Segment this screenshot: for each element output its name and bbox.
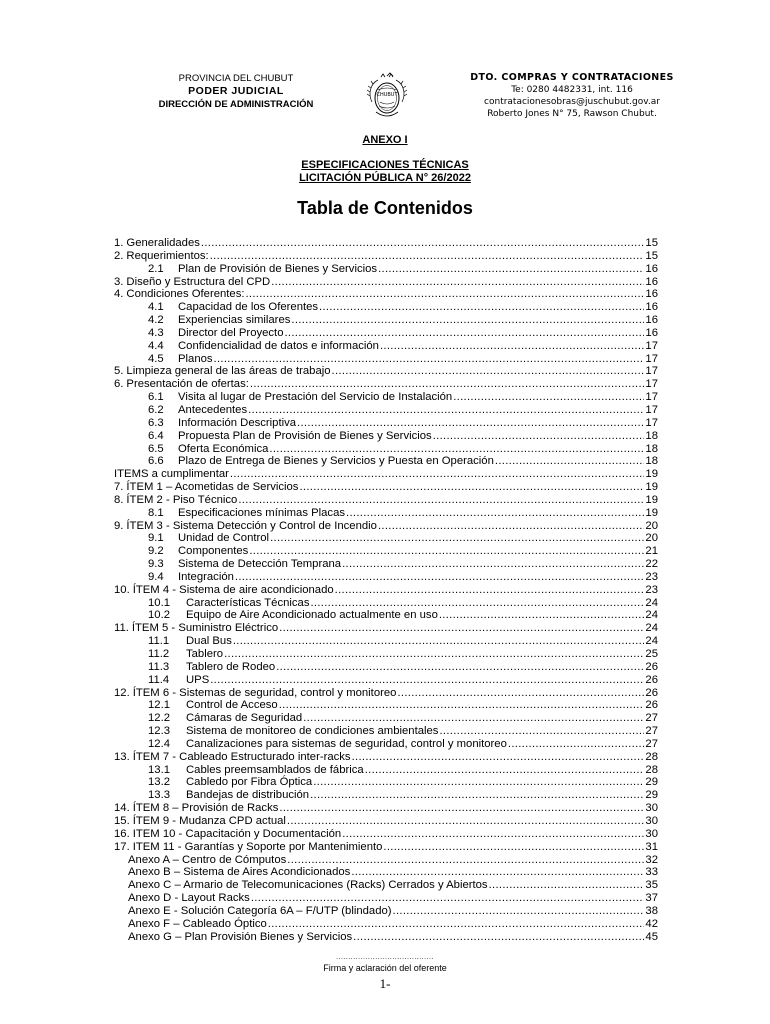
toc-entry-number: 2.1	[148, 262, 164, 275]
svg-text:CHUBUT: CHUBUT	[376, 92, 398, 98]
toc-entry-page: 45	[645, 930, 658, 943]
toc-entry-page: 37	[645, 892, 658, 905]
toc-entry-title: Información Descriptiva	[178, 416, 297, 429]
toc-entry-page: 25	[645, 648, 658, 660]
toc-dot-leader	[378, 263, 644, 276]
toc-entry-number: 3.	[114, 275, 124, 288]
toc-entry-number: 13.	[114, 750, 130, 763]
toc-entry-title: ITEM 11 - Garantías y Soporte por Mantenimiento	[132, 840, 383, 853]
toc-entry-title: ÍTEM 4 - Sistema de aire acondicionado	[132, 583, 334, 596]
toc-dot-leader	[351, 866, 644, 879]
toc-entry-number: 13.2	[148, 776, 170, 789]
toc-entry-title: Sistema de monitoreo de condiciones ambientales	[186, 725, 439, 738]
toc-dot-leader	[284, 327, 644, 340]
toc-dot-leader	[453, 391, 644, 404]
toc-entry[interactable]	[114, 892, 658, 905]
toc-dot-leader	[380, 340, 644, 353]
toc-entry-page: 19	[645, 506, 658, 519]
toc-entry-title: ÍTEM 6 - Sistemas de seguridad, control y monitoreo	[132, 686, 397, 699]
toc-dot-leader	[245, 288, 644, 301]
toc-entry-page: 26	[645, 660, 658, 673]
toc-entry-number: 4.3	[148, 326, 164, 339]
toc-dot-leader	[235, 571, 645, 584]
toc-dot-leader	[291, 314, 644, 327]
toc-entry-title: Control de Acceso	[186, 699, 278, 712]
toc-dot-leader	[303, 712, 644, 725]
toc-dot-leader	[332, 365, 645, 378]
toc-entry-page: 27	[645, 725, 658, 738]
province-name: PROVINCIA DEL CHUBUT	[178, 73, 294, 84]
toc-entry[interactable]	[114, 494, 658, 507]
toc-entry-title: Integración	[178, 570, 234, 583]
toc-entry-title: Tablero	[186, 648, 224, 660]
toc-entry[interactable]	[114, 866, 658, 879]
toc-entry[interactable]	[114, 340, 658, 353]
toc-entry-page: 35	[645, 879, 658, 892]
toc-dot-leader	[249, 545, 644, 558]
judicial-branch: PODER JUDICIAL	[188, 85, 284, 97]
toc-entry-page: 42	[645, 917, 658, 930]
toc-entry[interactable]	[114, 841, 658, 854]
toc-entry[interactable]	[114, 327, 658, 340]
toc-dot-leader	[279, 622, 644, 635]
toc-entry-number: 6.5	[148, 442, 164, 455]
department-address: Roberto Jones N° 75, Rawson Chubut.	[487, 109, 657, 119]
toc-entry[interactable]	[114, 276, 658, 289]
toc-entry-page: 28	[645, 750, 658, 763]
toc-entry-title: Oferta Económica	[178, 442, 269, 455]
letterhead	[0, 72, 770, 122]
toc-entry[interactable]	[114, 378, 658, 391]
toc-entry[interactable]	[114, 802, 658, 815]
toc-entry-page: 24	[645, 622, 658, 635]
toc-entry-number: 6.1	[148, 391, 164, 404]
toc-entry-title: ÍTEM 9 - Mudanza CPD actual	[132, 814, 286, 827]
toc-entry-page: 15	[645, 237, 658, 249]
toc-entry-page: 38	[645, 904, 658, 917]
toc-entry[interactable]	[114, 443, 658, 456]
toc-entry-number: 6.6	[148, 455, 164, 468]
toc-entry-number: 9.	[114, 519, 124, 532]
toc-dot-leader	[287, 854, 644, 867]
toc-entry-number: 6.	[114, 378, 124, 391]
toc-entry[interactable]	[114, 301, 658, 314]
toc-dot-leader	[342, 828, 644, 841]
toc-entry-page: 28	[645, 763, 658, 776]
toc-dot-leader	[310, 789, 644, 802]
toc-dot-leader	[365, 764, 645, 777]
toc-entry[interactable]	[114, 404, 658, 417]
toc-entry-page: 26	[645, 673, 658, 686]
toc-dot-leader	[299, 481, 644, 494]
institution-block	[148, 72, 324, 111]
toc-entry[interactable]	[114, 635, 658, 648]
toc-dot-leader	[238, 494, 644, 507]
toc-entry-page: 17	[645, 365, 658, 378]
toc-entry[interactable]	[114, 905, 658, 918]
toc-dot-leader	[251, 892, 645, 905]
toc-entry-number: 11.3	[148, 660, 170, 673]
toc-entry-title: Plan de Provisión de Bienes y Servicios	[178, 262, 378, 275]
department-name: DTO. COMPRAS Y CONTRATACIONES	[470, 72, 674, 83]
toc-entry[interactable]	[114, 288, 658, 301]
toc-entry-title: ÍTEM 5 - Suministro Eléctrico	[131, 622, 279, 635]
toc-entry-page: 17	[645, 391, 658, 404]
toc-entry-number: 4.1	[148, 301, 164, 314]
toc-entry-number: 11.4	[148, 673, 170, 686]
toc-entry-number: 9.2	[148, 545, 164, 558]
toc-entry-title: Visita al lugar de Prestación del Servicio de Instalación	[178, 391, 453, 404]
toc-entry-title: Cables preemsamblados de fábrica	[186, 763, 364, 776]
toc-dot-leader	[201, 237, 645, 250]
toc-entry-title: Anexo G – Plan Provisión Bienes y Servicios	[128, 930, 353, 943]
annex-heading	[0, 134, 770, 185]
toc-entry-page: 16	[645, 262, 658, 275]
toc-dot-leader	[397, 687, 644, 700]
toc-entry-page: 23	[645, 583, 658, 596]
toc-entry[interactable]	[114, 879, 658, 892]
toc-entry[interactable]	[114, 250, 658, 263]
toc-dot-leader	[393, 905, 645, 918]
toc-dot-leader	[271, 276, 644, 289]
toc-entry[interactable]	[114, 571, 658, 584]
toc-entry-page: 17	[645, 339, 658, 352]
toc-entry-page: 17	[645, 403, 658, 416]
toc-entry-title: Planos	[178, 352, 213, 365]
toc-dot-leader	[210, 674, 644, 687]
toc-entry-page: 18	[645, 455, 658, 468]
toc-dot-leader	[352, 751, 645, 764]
toc-entry[interactable]	[114, 751, 658, 764]
toc-entry-number: 13.1	[148, 763, 170, 776]
toc-entry-title: Antecedentes	[178, 403, 248, 416]
toc-entry-number: 13.3	[148, 789, 170, 802]
toc-entry-page: 16	[645, 326, 658, 339]
toc-entry-title: Condiciones Oferentes:	[126, 288, 245, 301]
toc-entry[interactable]	[114, 597, 658, 610]
toc-entry-title: Canalizaciones para sistemas de seguridad, control y monitoreo	[186, 737, 507, 750]
annex-subtitle: ESPECIFICACIONES TÉCNICAS	[301, 159, 469, 171]
toc-entry-number: 8.	[114, 493, 124, 506]
toc-entry-title: Limpieza general de las áreas de trabajo	[126, 365, 331, 378]
toc-entry[interactable]	[114, 699, 658, 712]
toc-dot-leader	[214, 353, 645, 366]
toc-entry[interactable]	[114, 674, 658, 687]
toc-entry-page: 30	[645, 814, 658, 827]
toc-entry[interactable]	[114, 828, 658, 841]
toc-entry-number: 11.	[114, 622, 129, 635]
toc-entry-page: 29	[645, 776, 658, 789]
toc-entry[interactable]	[114, 712, 658, 725]
toc-dot-leader	[433, 430, 645, 443]
toc-entry[interactable]	[114, 931, 658, 944]
signature-line: ........................................	[336, 954, 434, 961]
toc-entry-page: 19	[645, 481, 658, 494]
toc-entry-page: 19	[645, 493, 658, 506]
toc-entry-page: 24	[645, 635, 658, 648]
provincial-seal-icon	[364, 72, 410, 122]
toc-title: Tabla de Contenidos	[297, 198, 473, 218]
toc-entry-page: 21	[645, 545, 658, 558]
toc-entry-number: 6.2	[148, 403, 164, 416]
toc-entry[interactable]	[114, 725, 658, 738]
toc-entry-page: 15	[645, 249, 658, 262]
toc-entry-number: 9.1	[148, 532, 164, 545]
toc-entry-number: 17.	[114, 840, 130, 853]
toc-entry-page: 27	[645, 737, 658, 750]
toc-dot-leader	[378, 520, 644, 533]
toc-entry-number: 6.4	[148, 429, 164, 442]
toc-dot-leader	[224, 648, 644, 661]
toc-entry[interactable]	[114, 545, 658, 558]
toc-dot-leader	[250, 378, 645, 391]
toc-dot-leader	[310, 597, 644, 610]
toc-entry[interactable]	[114, 738, 658, 751]
toc-dot-leader	[279, 699, 645, 712]
toc-dot-leader	[268, 918, 645, 931]
toc-entry-number: 4.	[114, 288, 124, 301]
toc-entry-page: 16	[645, 275, 658, 288]
toc-entry[interactable]	[114, 430, 658, 443]
toc-entry-page: 33	[645, 866, 658, 879]
toc-entry[interactable]	[114, 507, 658, 520]
toc-entry[interactable]	[114, 815, 658, 828]
toc-entry-page: 17	[645, 378, 658, 391]
toc-entry-page: 23	[645, 570, 658, 583]
toc-entry-title: UPS	[186, 673, 210, 686]
toc-entry[interactable]	[114, 789, 658, 802]
toc-entry-page: 17	[645, 352, 658, 365]
toc-entry-number: 5.	[114, 365, 124, 378]
toc-entry-page: 16	[645, 314, 658, 327]
toc-entry-number: 1.	[114, 237, 124, 249]
toc-dot-leader	[508, 738, 645, 751]
toc-entry-page: 18	[645, 442, 658, 455]
toc-dot-leader	[269, 443, 644, 456]
page-number: 1-	[379, 976, 391, 991]
toc-dot-leader	[210, 250, 645, 263]
toc-dot-leader	[276, 661, 644, 674]
toc-entry-title: Experiencias similares	[178, 314, 291, 327]
toc-entry-number: 12.2	[148, 712, 170, 725]
toc-entry-page: 24	[645, 609, 658, 622]
toc-dot-leader	[346, 507, 644, 520]
toc-entry[interactable]	[114, 776, 658, 789]
department-phone: Te: 0280 4482331, int. 116	[511, 85, 633, 95]
toc-entry-page: 26	[645, 686, 658, 699]
toc-entry[interactable]	[114, 661, 658, 674]
toc-entry-title: Unidad de Control	[178, 532, 270, 545]
toc-entry-title: Capacidad de los Oferentes	[178, 301, 319, 314]
toc-entry-page: 24	[645, 596, 658, 609]
tender-number: LICITACIÓN PÚBLICA N° 26/2022	[299, 172, 471, 184]
toc-entry-title: Sistema de Detección Temprana	[178, 558, 342, 571]
toc-dot-leader	[495, 455, 645, 468]
toc-dot-leader	[297, 417, 644, 430]
toc-entry[interactable]	[114, 263, 658, 276]
toc-entry-page: 17	[645, 416, 658, 429]
toc-dot-leader	[353, 931, 644, 944]
toc-entry-number: 7.	[114, 481, 124, 494]
toc-entry-title: Diseño y Estructura del CPD	[126, 275, 271, 288]
directorate-name: DIRECCIÓN DE ADMINISTRACIÓN	[158, 99, 314, 110]
toc-entry-number: 12.	[114, 686, 130, 699]
toc-entry-title: ÍTEM 8 – Provisión de Racks	[132, 802, 279, 815]
toc-entry-page: 20	[645, 532, 658, 545]
toc-dot-leader	[319, 301, 644, 314]
toc-entry-number: 15.	[114, 814, 130, 827]
toc-entry-number: 14.	[114, 802, 130, 815]
toc-dot-leader	[279, 802, 644, 815]
toc-entry[interactable]	[114, 417, 658, 430]
toc-entry-number: 6.3	[148, 416, 164, 429]
toc-entry-title: ÍTEM 1 – Acometidas de Servicios	[126, 481, 299, 494]
toc-entry-number: 9.4	[148, 570, 164, 583]
department-contact-block	[450, 72, 694, 120]
signature-footer	[0, 954, 770, 992]
toc-entry[interactable]	[114, 764, 658, 777]
toc-entry-number: 12.3	[148, 725, 170, 738]
toc-entry[interactable]	[114, 520, 658, 533]
department-email: contratacionesobras@juschubut.gov.ar	[484, 97, 660, 107]
toc-dot-leader	[383, 841, 644, 854]
toc-entry-title: Propuesta Plan de Provisión de Bienes y Servicios	[178, 429, 432, 442]
toc-entry[interactable]	[114, 558, 658, 571]
toc-entry[interactable]	[114, 854, 658, 867]
toc-entry-number: 2.	[114, 249, 124, 262]
toc-dot-leader	[342, 558, 644, 571]
toc-entry[interactable]	[114, 353, 658, 366]
toc-entry-page: 30	[645, 802, 658, 815]
toc-entry-page: 29	[645, 789, 658, 802]
toc-entry-title: ITEM 10 - Capacitación y Documentación	[132, 827, 342, 840]
toc-entry[interactable]	[114, 622, 658, 635]
toc-entry-title: Bandejas de distribución	[186, 789, 310, 802]
toc-entry-page: 26	[645, 699, 658, 712]
toc-dot-leader	[248, 404, 644, 417]
toc-entry-page: 22	[645, 558, 658, 571]
toc-entry-number: 4.5	[148, 352, 164, 365]
toc-entry[interactable]	[114, 468, 658, 481]
toc-entry[interactable]	[114, 365, 658, 378]
toc-dot-leader	[270, 532, 644, 545]
toc-dot-leader	[439, 609, 645, 622]
toc-entry-title: Anexo D - Layout Racks	[128, 892, 250, 905]
toc-entry[interactable]	[114, 314, 658, 327]
toc-dot-leader	[230, 468, 645, 481]
toc-entry[interactable]	[114, 648, 658, 661]
toc-entry-title: Equipo de Aire Acondicionado actualmente en uso	[186, 609, 438, 622]
toc-entry-title: Anexo A – Centro de Cómputos	[128, 853, 287, 866]
toc-entry-title: ITEMS a cumplimentar	[114, 468, 229, 481]
toc-entry-title: ÍTEM 2 - Piso Técnico	[126, 493, 238, 506]
toc-entry-title: Tablero de Rodeo	[186, 660, 276, 673]
toc-entry[interactable]	[114, 918, 658, 931]
toc-entry-page: 19	[645, 468, 658, 481]
annex-title: ANEXO I	[362, 134, 408, 146]
toc-entry-page: 30	[645, 827, 658, 840]
toc-entry-title: Anexo F – Cableado Óptico	[128, 917, 267, 930]
toc-entry-title: Especificaciones mínimas Placas	[178, 506, 346, 519]
toc-entry-title: Cabledo por Fibra Óptica	[186, 776, 313, 789]
toc-entry-number: 4.2	[148, 314, 164, 327]
toc-entry-title: Características Técnicas	[186, 596, 310, 609]
toc-entry-title: Presentación de ofertas:	[126, 378, 249, 391]
toc-entry[interactable]	[114, 532, 658, 545]
toc-entry[interactable]	[114, 481, 658, 494]
table-of-contents	[114, 237, 658, 943]
toc-entry-title: Anexo E - Solución Categoría 6A – F/UTP (blindado)	[128, 904, 392, 917]
toc-entry-title: Generalidades	[126, 237, 200, 249]
toc-entry-title: Director del Proyecto	[178, 326, 284, 339]
signature-label: Firma y aclaración del oferente	[323, 963, 447, 973]
toc-entry-title: Cámaras de Seguridad	[186, 712, 303, 725]
toc-entry-number: 10.	[114, 583, 130, 596]
toc-dot-leader	[439, 725, 644, 738]
toc-entry-title: Confidencialidad de datos e información	[178, 339, 379, 352]
toc-entry-page: 20	[645, 519, 658, 532]
toc-entry-title: Plazo de Entrega de Bienes y Servicios y Puesta en Operación	[178, 455, 494, 468]
toc-entry-page: 18	[645, 429, 658, 442]
toc-entry-page: 27	[645, 712, 658, 725]
toc-entry[interactable]	[114, 609, 658, 622]
toc-entry-number: 10.2	[148, 609, 170, 622]
toc-dot-leader	[313, 776, 644, 789]
toc-entry-number: 16.	[114, 827, 130, 840]
toc-entry-title: Anexo C – Armario de Telecomunicaciones (Racks) Cerrados y Abiertos	[128, 879, 488, 892]
toc-entry-number: 10.1	[148, 596, 170, 609]
toc-entry-number: 4.4	[148, 339, 164, 352]
toc-entry[interactable]	[114, 687, 658, 700]
toc-entry-number: 12.1	[148, 699, 170, 712]
toc-entry[interactable]	[114, 391, 658, 404]
toc-dot-leader	[233, 635, 645, 648]
toc-entry-title: Componentes	[178, 545, 249, 558]
toc-entry-title: ÍTEM 3 - Sistema Detección y Control de Incendio	[126, 519, 377, 532]
toc-entry-title: Requerimientos:	[126, 249, 209, 262]
toc-entry[interactable]	[114, 455, 658, 468]
toc-entry-page: 16	[645, 288, 658, 301]
toc-entry-number: 11.2	[148, 648, 170, 660]
toc-entry-title: Dual Bus	[186, 635, 232, 648]
toc-entry-page: 16	[645, 301, 658, 314]
toc-entry-number: 8.1	[148, 506, 164, 519]
toc-entry-title: ÍTEM 7 - Cableado Estructurado inter-racks	[132, 750, 351, 763]
toc-dot-leader	[335, 584, 645, 597]
toc-dot-leader	[489, 879, 645, 892]
toc-entry[interactable]	[114, 237, 658, 250]
toc-entry[interactable]	[114, 584, 658, 597]
toc-entry-number: 9.3	[148, 558, 164, 571]
toc-entry-page: 32	[645, 853, 658, 866]
toc-entry-number: 11.1	[148, 635, 170, 648]
toc-entry-title: Anexo B – Sistema de Aires Acondicionados	[128, 866, 351, 879]
toc-entry-page: 31	[645, 840, 658, 853]
toc-entry-number: 12.4	[148, 737, 170, 750]
toc-dot-leader	[287, 815, 645, 828]
